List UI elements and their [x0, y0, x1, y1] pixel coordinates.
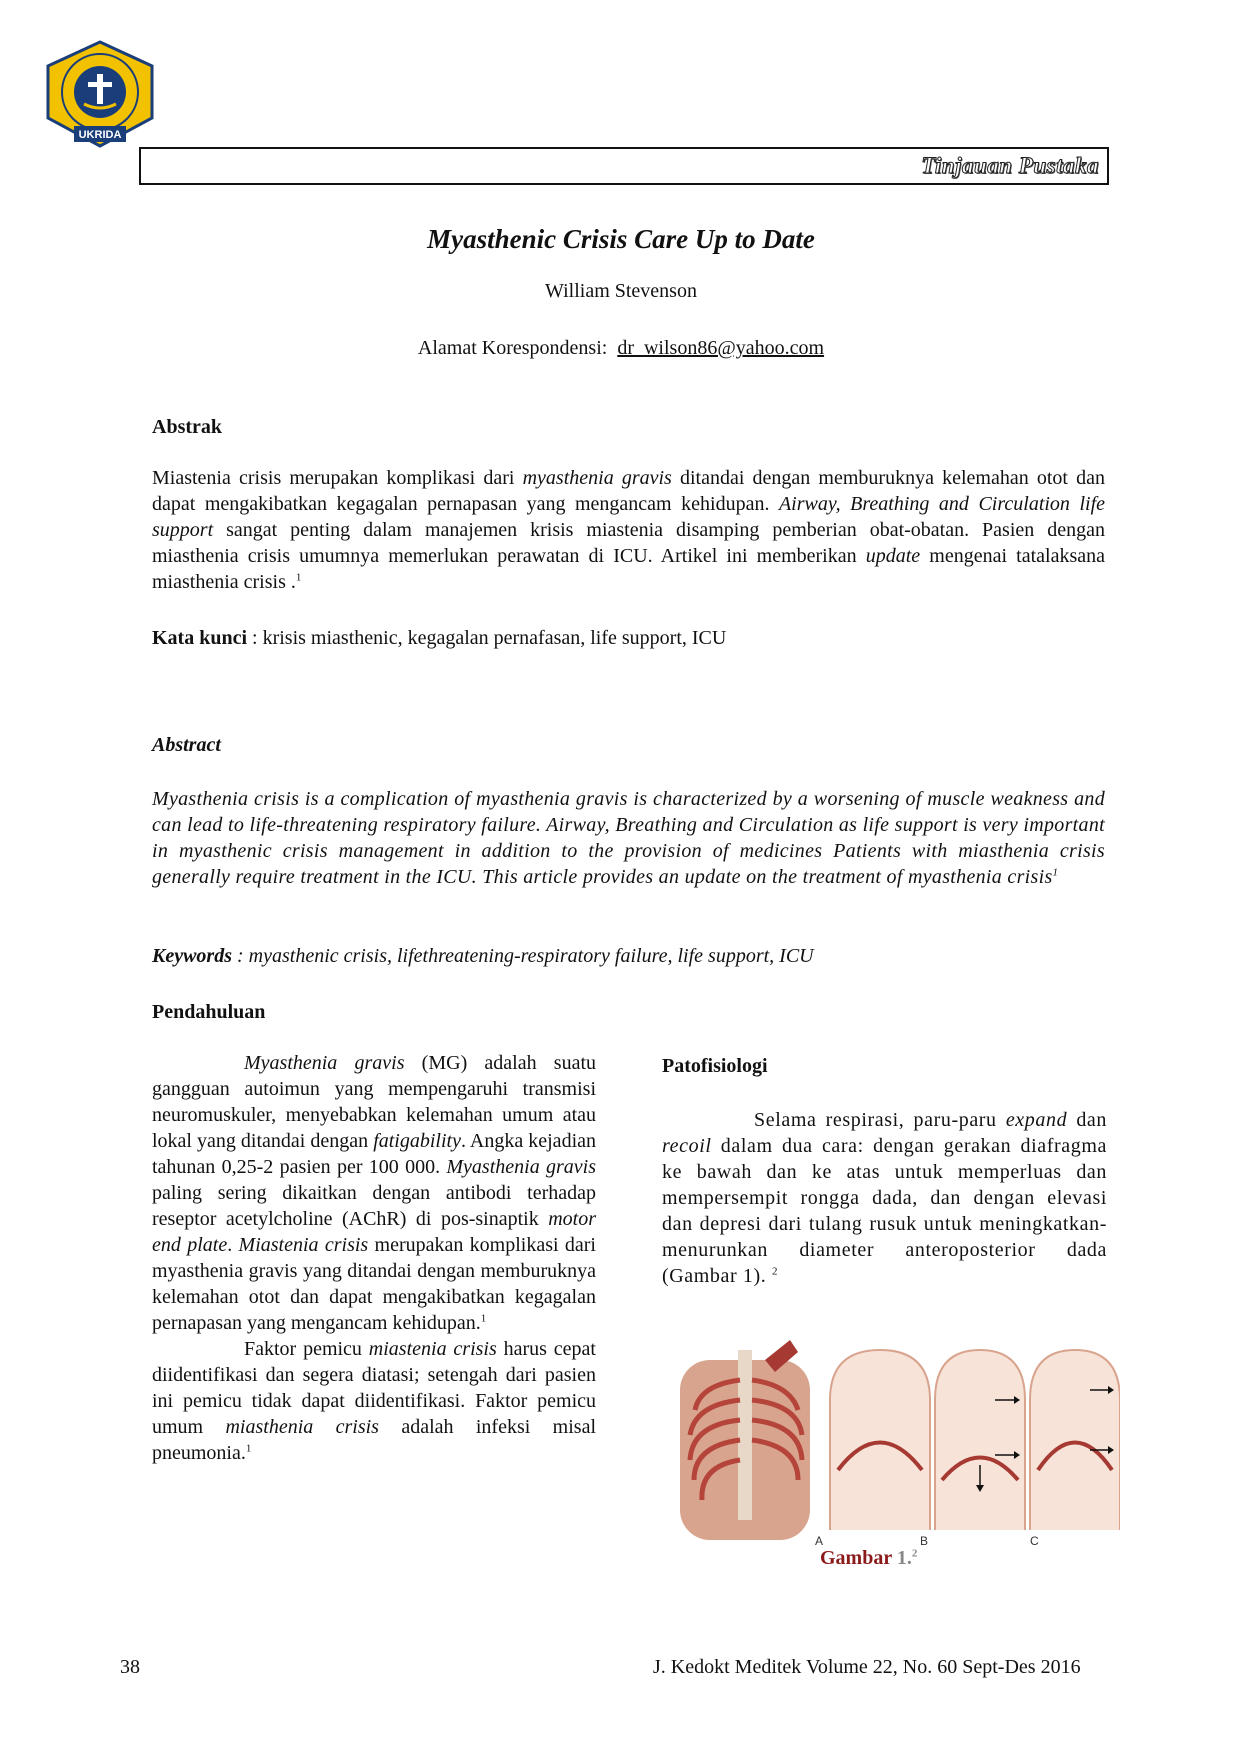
page-number: 38 [120, 1656, 140, 1678]
panel-label-c: C [1030, 1534, 1039, 1548]
patofisiologi-text [662, 1107, 1107, 1289]
pendahuluan-heading: Pendahuluan [152, 1001, 266, 1023]
pendahuluan-text [152, 1050, 596, 1466]
paragraph: Selama respirasi, paru-paru expand dan recoil dalam dua cara: dengan gerakan diafragma ke bawah dan ke atas untuk memperluas dan mempersempit rongga dada, dan dengan elevasi dan depresi dari tulang rusuk untuk meningkatkan-menurunkan diameter anteroposterior dada (Gambar 1). $^2$ [662, 1109, 1107, 1287]
section-label: Tinjauan Pustaka [921, 153, 1099, 178]
panel-b [935, 1350, 1025, 1530]
paragraph: Myasthenia gravis (MG) adalah suatu gangguan autoimun yang mempengaruhi transmisi neuromuskuler, menyebabkan kelemahan umum atau lokal yang ditandai dengan fatigability. Angka kejadian tahunan 0,25-2 pasien per 100 000. Myasthenia gravis paling sering dikaitkan dengan antibodi terhadap reseptor acetylcholine (AChR) di pos-sinaptik motor end plate. Miastenia crisis merupakan komplikasi dari myasthenia gravis yang ditandai dengan memburuknya kelemahan otot dan dapat mengakibatkan kegagalan pernapasan yang mengancam kehidupan.$^1$ [152, 1052, 597, 1334]
university-logo [40, 40, 160, 150]
abstrak-paragraph: Miastenia crisis merupakan komplikasi dari myasthenia gravis ditandai dengan memburuknya kelemahan otot dan dapat mengakibatkan kegagalan pernapasan yang mengancam kehidupan. Airway, Breathing and Circulation life support sangat penting dalam manajemen krisis miastenia disamping pemberian obat-obatan. Pasien dengan miasthenia crisis umumnya memerlukan perawatan di ICU. Artikel ini memberikan update mengenai tatalaksana miasthenia crisis .$^1$ [152, 467, 1106, 593]
ribcage-illustration [680, 1340, 810, 1540]
kata-kunci: Kata kunci : krisis miasthenic, kegagalan pernafasan, life support, ICU [152, 627, 727, 649]
abstract-paragraph: Myasthenia crisis is a complication of myasthenia gravis is characterized by a worsening of muscle weakness and can lead to life-threatening respiratory failure. Airway, Breathing and Circulation as life support is very important in myasthenic crisis management in addition to the provision of medicines Patients with miasthenia crisis generally require treatment in the ICU. This article provides an update on the treatment of myasthenia crisis$^1$ [152, 788, 1105, 888]
article-title: Myasthenic Crisis Care Up to Date [427, 224, 815, 254]
svg-text:UKRIDA: UKRIDA [78, 129, 122, 141]
respiration-figure [680, 1340, 1120, 1550]
header-bar [139, 147, 1109, 185]
panel-c [1030, 1350, 1120, 1530]
correspondence [0, 337, 1242, 360]
panel-label-a: A [815, 1534, 824, 1548]
patofisiologi-heading: Patofisiologi [662, 1055, 768, 1077]
paragraph: Faktor pemicu miastenia crisis harus cepat diidentifikasi dan segera diatasi; setengah dari pasien ini pemicu tidak dapat diidentifikasi. Faktor pemicu umum miasthenia crisis adalah infeksi misal pneumonia.$^1$ [152, 1338, 596, 1464]
email-link[interactable]: dr_wilson86@yahoo.com [617, 337, 825, 359]
correspondence-label: Alamat Korespondensi: [417, 337, 608, 359]
cross-icon [97, 74, 103, 104]
keywords: Keywords : myasthenic crisis, lifethreatening-respiratory failure, life support, ICU [152, 945, 814, 967]
panel-a [830, 1350, 930, 1530]
abstract-heading: Abstract [152, 734, 221, 756]
figure-caption: Gambar 1.$^2$ [820, 1547, 918, 1569]
journal-citation: J. Kedokt Meditek Volume 22, No. 60 Sept-Des 2016 [653, 1656, 1081, 1678]
panel-label-b: B [920, 1534, 929, 1548]
abstrak-heading: Abstrak [152, 416, 223, 438]
author-name: William Stevenson [545, 280, 697, 302]
